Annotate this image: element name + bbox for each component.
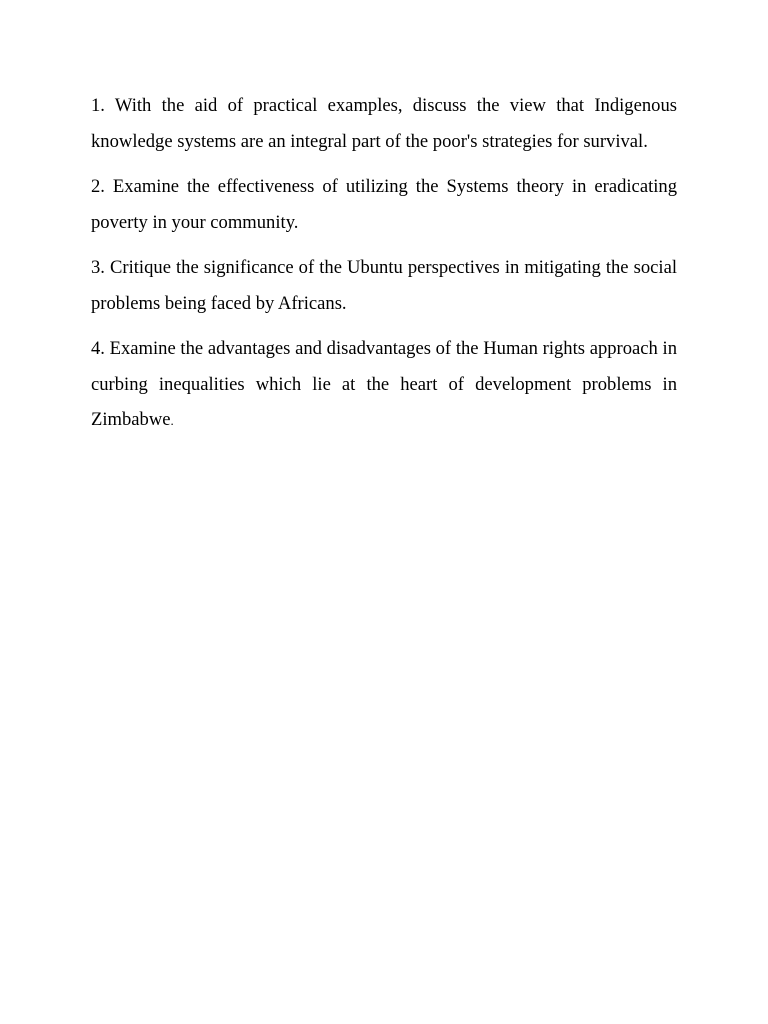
question-3: 3. Critique the significance of the Ubuntu perspectives in mitigating the social problems being faced by Africans. bbox=[91, 257, 677, 314]
question-2: 2. Examine the effectiveness of utilizing the Systems theory in eradicating poverty in your community. bbox=[91, 176, 677, 233]
question-1: 1. With the aid of practical examples, discuss the view that Indigenous knowledge systems are an integral part of the poor's strategies for survival. bbox=[91, 95, 677, 152]
question-list bbox=[91, 88, 677, 449]
question-4 bbox=[91, 331, 677, 439]
question-4-text: 4. Examine the advantages and disadvantages of the Human rights approach in curbing inequalities which lie at the heart of development problems in Zimbabwe bbox=[91, 338, 677, 430]
question-4-period: . bbox=[170, 413, 174, 428]
